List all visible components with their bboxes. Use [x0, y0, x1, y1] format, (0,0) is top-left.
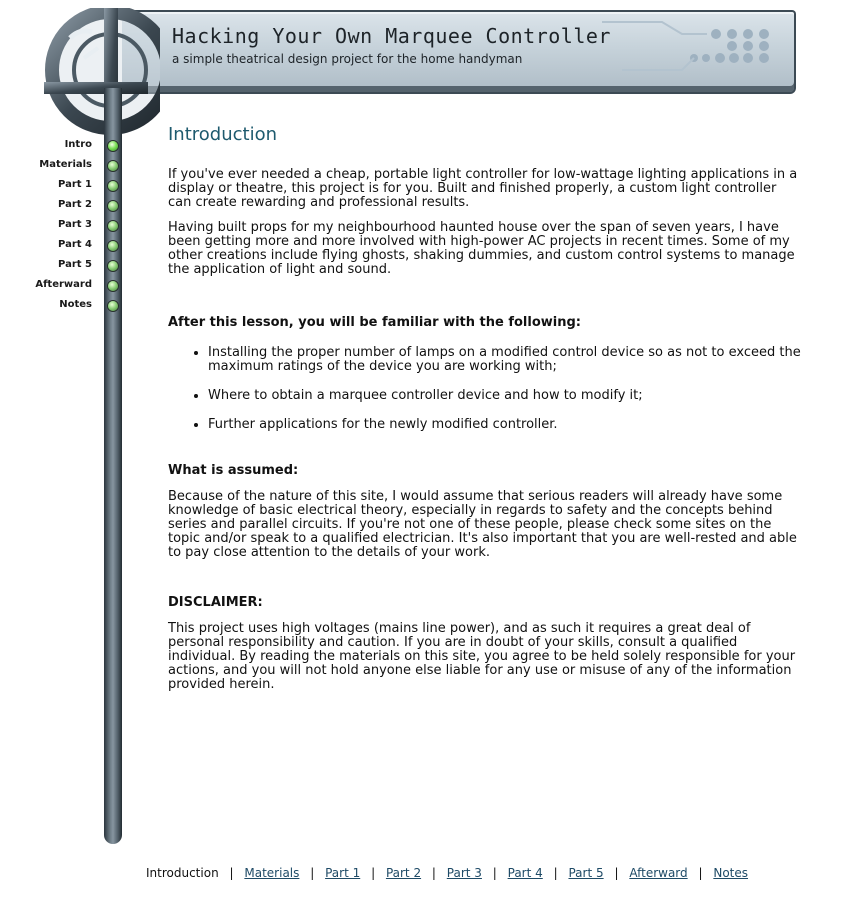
- green-led-icon: [108, 221, 118, 231]
- list-item: • Where to obtain a marquee controller device and how to modify it;: [208, 389, 802, 403]
- green-led-icon: [108, 241, 118, 251]
- assumed-heading: What is assumed:: [168, 463, 299, 478]
- green-led-icon: [108, 161, 118, 171]
- sidebar-item-part-2[interactable]: [0, 198, 122, 218]
- footer-separator: |: [614, 866, 619, 880]
- footer-separator: |: [553, 866, 558, 880]
- sidebar-item-label[interactable]: Afterward: [35, 279, 92, 290]
- sidebar-item-label[interactable]: Part 4: [58, 239, 92, 250]
- intro-paragraph-1: If you've ever needed a cheap, portable light controller for low-wattage lighting applications in a display or theatre, this project is for you. Built and finished properly, a custom light controller can create rewarding and professional results.: [168, 167, 798, 210]
- sidebar-item-label[interactable]: Part 5: [58, 259, 92, 270]
- footer-link-materials[interactable]: Materials: [244, 866, 300, 880]
- crosshair-ring-icon: [40, 8, 160, 148]
- lesson-heading: After this lesson, you will be familiar with the following:: [168, 315, 581, 330]
- green-led-icon: [108, 141, 118, 151]
- green-led-icon: [108, 301, 118, 311]
- page-title: Introduction: [168, 124, 278, 145]
- disclaimer-paragraph: This project uses high voltages (mains line power), and as such it requires a great deal of personal responsibility and caution. If you are in doubt of your skills, consult a qualified individual. By reading the materials on this site, you agree to be held solely responsible for your actions, and you will not hold anyone else liable for any use or misuse of any of the information provided herein.: [168, 621, 796, 692]
- sidebar-item-label[interactable]: Part 1: [58, 179, 92, 190]
- intro-paragraph-2: Having built props for my neighbourhood haunted house over the span of seven years, I have been getting more and more involved with high-power AC projects in recent times. Some of my other creations include flying ghosts, shaking dummies, and custom control systems to manage the application of light and sound.: [168, 220, 795, 277]
- sidebar-item-part-1[interactable]: [0, 178, 122, 198]
- footer-separator: |: [431, 866, 436, 880]
- footer-separator: |: [371, 866, 376, 880]
- site-subtitle: a simple theatrical design project for the home handyman: [172, 52, 523, 66]
- sidebar-item-label[interactable]: Part 2: [58, 199, 92, 210]
- sidebar-item-label[interactable]: Notes: [59, 299, 92, 310]
- sidebar-item-part-4[interactable]: [0, 238, 122, 258]
- green-led-icon: [108, 181, 118, 191]
- site-title: Hacking Your Own Marquee Controller: [172, 24, 611, 48]
- footer-nav: [146, 866, 748, 880]
- sidebar-item-label[interactable]: Materials: [39, 159, 92, 170]
- sidebar-item-notes[interactable]: [0, 298, 122, 318]
- footer-link-part-5[interactable]: Part 5: [568, 866, 604, 880]
- footer-link-part-3[interactable]: Part 3: [446, 866, 482, 880]
- sidebar-item-afterward[interactable]: [0, 278, 122, 298]
- sidebar-item-intro[interactable]: [0, 138, 122, 158]
- footer-link-notes[interactable]: Notes: [713, 866, 749, 880]
- footer-link-part-1[interactable]: Part 1: [325, 866, 361, 880]
- sidebar-item-label[interactable]: Part 3: [58, 219, 92, 230]
- header-banner: [122, 10, 796, 94]
- list-item: • Installing the proper number of lamps on a modified control device so as not to exceed the maximum ratings of the device you are working with;: [208, 346, 802, 374]
- footer-separator: |: [492, 866, 497, 880]
- sidebar-item-part-5[interactable]: [0, 258, 122, 278]
- sidebar-item-part-3[interactable]: [0, 218, 122, 238]
- footer-separator: |: [698, 866, 703, 880]
- footer-separator: |: [229, 866, 234, 880]
- footer-separator: |: [310, 866, 315, 880]
- green-led-icon: [108, 201, 118, 211]
- sidebar-nav: [0, 138, 122, 318]
- footer-link-part-4[interactable]: Part 4: [507, 866, 543, 880]
- lesson-list: [168, 346, 802, 432]
- main-content: [168, 124, 802, 703]
- assumed-paragraph: Because of the nature of this site, I would assume that serious readers will already have some knowledge of basic electrical theory, especially in regards to safety and the concepts behind series and parallel circuits. If you're not one of these people, please check some sites on the topic and/or speak to a qualified electrician. It's also important that you are well-rested and able to pay close attention to the details of your work.: [168, 489, 797, 560]
- list-item: • Further applications for the newly modified controller.: [208, 418, 802, 432]
- footer-link-part-2[interactable]: Part 2: [385, 866, 422, 880]
- green-led-icon: [108, 261, 118, 271]
- footer-link-afterward[interactable]: Afterward: [629, 866, 688, 880]
- green-led-icon: [108, 281, 118, 291]
- disclaimer-heading: DISCLAIMER:: [168, 595, 263, 610]
- sidebar-item-label[interactable]: Intro: [64, 139, 92, 150]
- sidebar-item-materials[interactable]: [0, 158, 122, 178]
- footer-current-page: Introduction: [146, 866, 219, 880]
